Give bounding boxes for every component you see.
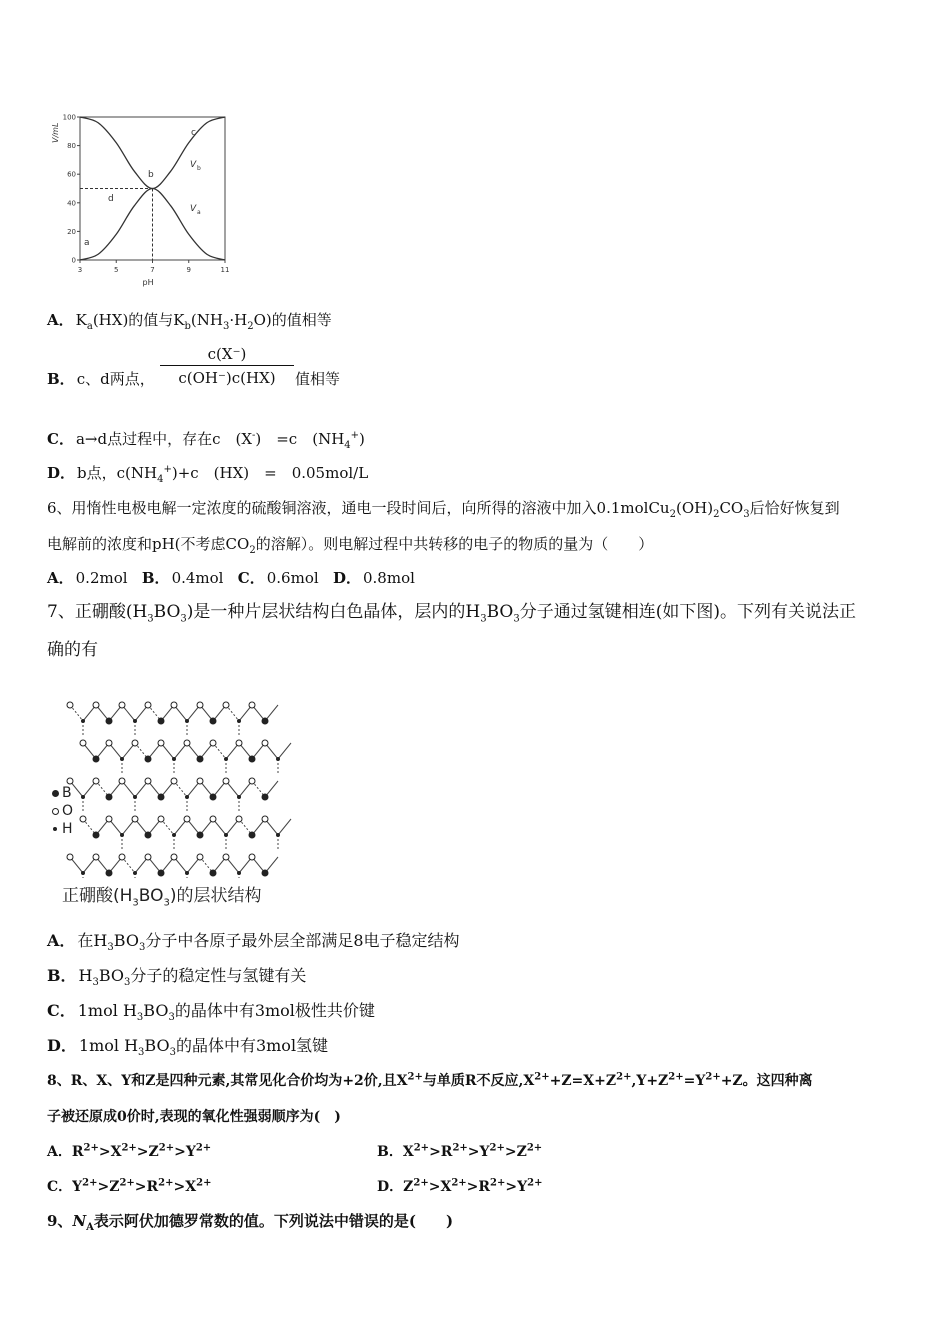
hydrogen-atom [81,719,85,723]
superscript: 2+ [413,1142,430,1154]
legend-label: B [62,785,72,801]
y-tick-label: 0 [71,256,76,265]
superscript: 2+ [83,1142,99,1154]
boron-atom [262,870,269,877]
legend-boron [52,785,72,801]
superscript: 2+ [119,1177,135,1189]
y-tick-label: 60 [67,170,76,179]
y-tick-label: 100 [62,113,76,122]
text: 1mol H [78,1036,139,1055]
text: K [75,311,87,329]
fraction-denominator: c(OH⁻)c(HX) [178,369,276,387]
text: 分子的稳定性与氢键有关 [130,966,307,985]
q7-option-a[interactable] [47,931,460,954]
text: BO [153,602,181,622]
x-tick-label: 9 [186,266,191,274]
option-letter: A． [47,931,76,950]
oxygen-atom [249,778,255,784]
superscript: 2+ [668,1071,684,1083]
oxygen-atom [145,854,151,860]
text: BO [113,931,139,950]
superscript: + [163,464,172,475]
boron-atom [93,832,100,839]
option-letter: A． [47,569,74,587]
text: +Z=X+Z [549,1073,617,1089]
oxygen-atom [171,778,177,784]
boron-atom [145,832,152,839]
oxygen-atom [145,702,151,708]
boron-atom [145,756,152,763]
hydrogen-atom [172,757,176,761]
text: >Y [505,1179,528,1195]
boron-atom [262,718,269,725]
text: ) =c (NH [255,430,345,448]
text: 分子中各原子最外层全部满足8电子稳定结构 [145,931,460,950]
superscript: 2+ [489,1142,505,1154]
text: >R [466,1179,491,1195]
oxygen-atom [223,702,229,708]
subscript: 2 [247,321,254,332]
text: >X [428,1179,452,1195]
boron-atom [93,756,100,763]
oxygen-atom [93,854,99,860]
superscript: 2+ [527,1177,543,1189]
subscript: 3 [124,977,131,989]
option-letter: A． [47,1144,72,1160]
text: 分子通过氢键相连(如下图)。下列有关说法正 [519,602,857,622]
subscript: 3 [180,613,187,625]
superscript: 2+ [451,1177,467,1189]
text: >R [429,1144,453,1160]
oxygen-atom [80,740,86,746]
curve-label-vb: V [190,160,197,170]
oxygen-atom [93,778,99,784]
oxygen-atom [119,854,125,860]
boron-atom [197,832,204,839]
text: X [402,1144,414,1160]
hydrogen-dot-icon [53,827,57,831]
subscript: A [86,1222,94,1233]
oxygen-atom [223,854,229,860]
oxygen-atom [171,702,177,708]
superscript: 2+ [616,1071,632,1083]
text: =Y [683,1073,706,1089]
option-letter: B． [377,1144,403,1160]
subscript: 3 [92,977,99,989]
hydrogen-atom [224,833,228,837]
hydrogen-atom [185,795,189,799]
oxygen-atom [158,740,164,746]
text: >X [173,1179,197,1195]
hydrogen-atom [120,757,124,761]
bond-line [278,743,291,759]
titration-volume-ph-chart [40,105,240,295]
x-tick-label: 7 [150,266,155,274]
subscript: 3 [132,897,139,909]
subscript: 2 [713,509,720,520]
oxygen-circle-icon [52,808,59,815]
text: c、d两点， [76,370,155,388]
superscript: 2+ [490,1177,506,1189]
superscript: 2+ [195,1142,212,1154]
oxygen-atom [67,702,73,708]
superscript: 2+ [534,1071,550,1083]
hydrogen-atom [276,833,280,837]
curve-label-vb-sub: b [197,165,201,172]
superscript: 2+ [407,1071,423,1083]
oxygen-atom [223,778,229,784]
q5-option-b-tail: 值相等 [295,370,341,388]
subscript: 2 [669,509,676,520]
q8-option-d[interactable] [377,1177,542,1197]
q6-option-a[interactable] [47,569,128,587]
oxygen-atom [210,816,216,822]
option-letter: C． [237,569,265,587]
subscript: 4 [157,474,164,485]
text: )+c (HX) = 0.05mol/L [171,464,369,482]
boron-atom [210,870,217,877]
fraction-numerator: c(X⁻) [160,343,294,366]
oxygen-atom [119,778,125,784]
superscript: 2+ [196,1177,212,1189]
figure-caption [62,881,262,909]
oxygen-atom [67,778,73,784]
text: 后恰好恢复到 [749,499,840,517]
curve-label-va-sub: a [197,209,201,216]
text: +Z。这四种离 [720,1073,813,1089]
hydrogen-atom [81,795,85,799]
hydrogen-atom [120,833,124,837]
subscript: 3 [163,897,170,909]
boron-atom [158,870,165,877]
text: 的溶解）。则电解过程中共转移的电子的物质的量为（ ） [255,535,654,553]
point-label-a: a [84,238,90,248]
text: )是一种片层状结构白色晶体，层内的H [186,602,481,622]
boron-atom [210,718,217,725]
text: BO [486,602,514,622]
legend-oxygen [52,803,73,819]
y-tick-label: 20 [67,227,76,236]
option-letter: B． [47,966,77,985]
oxygen-atom [197,854,203,860]
hydrogen-atom [237,871,241,875]
oxygen-atom [67,854,73,860]
subscript: 3 [138,1047,145,1059]
text: 0.4mol [171,569,224,587]
option-letter: D． [377,1179,404,1195]
oxygen-atom [236,740,242,746]
text: BO [98,966,125,985]
option-letter: D． [47,1036,77,1055]
hydrogen-atom [237,795,241,799]
superscript: - [252,430,256,441]
text: (OH) [675,499,714,517]
boron-atom [106,794,113,801]
subscript: 3 [168,1012,175,1024]
hydrogen-atom [133,871,137,875]
text: 0.2mol [75,569,128,587]
oxygen-atom [106,740,112,746]
subscript: 3 [480,613,487,625]
option-letter: D． [47,464,76,482]
text: ·H [229,311,248,329]
q8-option-a[interactable] [47,1142,211,1162]
boron-atom [106,718,113,725]
superscript: 2+ [82,1177,98,1189]
subscript: a [86,321,93,332]
oxygen-atom [106,816,112,822]
text: )的层状结构 [169,886,262,906]
text: >R [134,1179,159,1195]
text: 1mol H [77,1001,137,1020]
text: 6、用惰性电极电解一定浓度的硫酸铜溶液，通电一段时间后，向所得的溶液中加入0.1molCu [47,499,670,517]
boron-atom [106,870,113,877]
superscript: 2+ [526,1142,543,1154]
q7-option-c[interactable] [47,1001,375,1024]
boron-atom [158,718,165,725]
boron-atom [197,756,204,763]
text: a→d点过程中，存在c (X [75,430,252,448]
curve-label-va: V [190,204,197,214]
superscript: 2+ [452,1142,468,1154]
q7-stem-line2: 确的有 [47,640,98,660]
fraction-expression [160,343,294,388]
text: 正硼酸(H [62,886,133,906]
hydrogen-atom [185,719,189,723]
text: (NH [190,311,223,329]
superscript: 2+ [413,1177,429,1189]
hydrogen-atom [237,719,241,723]
text: 的晶体中有3mol极性共价键 [174,1001,375,1020]
superscript: 2+ [705,1071,721,1083]
q5-option-a[interactable] [47,310,332,330]
text: >Z [504,1144,527,1160]
hydrogen-atom [172,833,176,837]
text: 表示阿伏加德罗常数的值。下列说法中错误的是( ) [93,1212,454,1230]
option-letter: B． [141,569,170,587]
x-axis-label: pH [142,278,154,287]
text: 9、 [47,1212,73,1230]
q6-option-d[interactable] [333,569,415,587]
subscript: 3 [222,321,230,332]
subscript: 3 [138,942,146,954]
oxygen-atom [132,740,138,746]
text: BO [138,886,164,906]
hydrogen-atom [81,871,85,875]
q5-option-c[interactable] [47,429,365,449]
oxygen-atom [145,778,151,784]
boron-atom [249,832,256,839]
point-label-c: c [191,128,196,138]
y-tick-label: 40 [67,199,76,208]
point-label-b: b [148,170,154,180]
subscript: 2 [249,545,256,556]
y-axis-label: V/mL [51,122,60,143]
hydrogen-atom [133,795,137,799]
text: Y [72,1179,83,1195]
q6-option-c[interactable] [238,569,319,587]
subscript: b [184,321,191,332]
oxygen-atom [132,816,138,822]
oxygen-atom [158,816,164,822]
text: H [78,966,93,985]
boric-acid-layer-structure-figure [60,683,300,878]
boron-atom [249,756,256,763]
text: b点，c(NH [77,464,158,482]
text: (HX)的值与K [92,311,185,329]
oxygen-atom [236,816,242,822]
subscript: 3 [107,942,114,954]
superscript: + [350,430,360,441]
hydrogen-atom [276,757,280,761]
q9-stem [47,1211,453,1231]
q6-stem-line2 [47,534,653,554]
q5-option-b[interactable] [47,369,155,389]
oxygen-atom [210,740,216,746]
q8-stem-line1 [47,1071,813,1091]
text: CO [719,499,744,517]
subscript: 4 [344,440,351,451]
text: 的晶体中有3mol氢键 [175,1036,329,1055]
subscript: 3 [147,613,154,625]
option-letter: C． [47,1179,73,1195]
q8-stem-line2: 子被还原成0价时,表现的氧化性强弱顺序为( ) [47,1109,341,1125]
q7-option-b[interactable] [47,966,307,989]
oxygen-atom [197,702,203,708]
option-letter: A． [47,311,74,329]
option-letter: B． [47,370,75,388]
text: 0.8mol [363,569,415,587]
superscript: 2+ [158,1177,174,1189]
text: >Y [467,1144,490,1160]
boron-atom [158,794,165,801]
subscript: 3 [513,613,520,625]
q7-option-d[interactable] [47,1036,329,1059]
option-letter: D． [332,569,361,587]
oxygen-atom [262,740,268,746]
subscript: 3 [136,1012,144,1024]
oxygen-atom [80,816,86,822]
oxygen-atom [184,740,190,746]
superscript: 2+ [158,1142,175,1154]
q6-options [47,568,415,588]
boron-atom [210,794,217,801]
text: 电解前的浓度和pH(不考虑CO [47,535,250,553]
text: R [71,1144,84,1160]
text: 在H [77,931,108,950]
oxygen-atom [119,702,125,708]
oxygen-atom [249,702,255,708]
oxygen-atom [262,816,268,822]
q6-stem-line1 [47,498,840,518]
text: >Y [174,1144,196,1160]
text: ,Y+Z [631,1073,669,1089]
text: >Z [97,1179,120,1195]
oxygen-atom [171,854,177,860]
option-letter: C． [47,1001,76,1020]
hydrogen-atom [185,871,189,875]
italic-symbol: N [72,1212,87,1230]
x-tick-label: 3 [77,266,83,274]
point-label-d: d [108,194,114,204]
text: >X [98,1144,122,1160]
legend-label: H [62,821,73,837]
text: BO [143,1001,169,1020]
bond-line [278,819,291,835]
text: 0.6mol [266,569,319,587]
q6-option-b[interactable] [142,569,224,587]
oxygen-atom [93,702,99,708]
x-tick-label: 5 [114,266,119,274]
boron-atom [262,794,269,801]
legend-hydrogen [52,821,73,837]
subscript: 3 [743,509,750,520]
legend-label: O [62,803,74,819]
oxygen-atom [184,816,190,822]
text: >Z [136,1144,159,1160]
hydrogen-atom [224,757,228,761]
superscript: 2+ [121,1142,137,1154]
boron-dot-icon [52,790,59,797]
oxygen-atom [249,854,255,860]
text: O)的值相等 [253,311,332,329]
hydrogen-atom [133,719,137,723]
subscript: 3 [169,1047,176,1059]
q8-option-b[interactable] [377,1142,542,1162]
text: Z [403,1179,414,1195]
q7-stem-line1 [47,602,857,625]
q8-option-c[interactable] [47,1177,211,1197]
x-tick-label: 11 [220,266,230,274]
option-letter: C． [47,430,74,448]
text: 7、正硼酸(H [47,602,148,622]
text: ) [359,430,365,448]
y-tick-label: 80 [67,142,76,151]
q5-option-d[interactable] [47,463,368,483]
text: 与单质R不反应,X [422,1073,535,1089]
oxygen-atom [197,778,203,784]
text: BO [144,1036,170,1055]
text: 8、R、X、Y和Z是四种元素,其常见化合价均为+2价,且X [47,1073,408,1089]
